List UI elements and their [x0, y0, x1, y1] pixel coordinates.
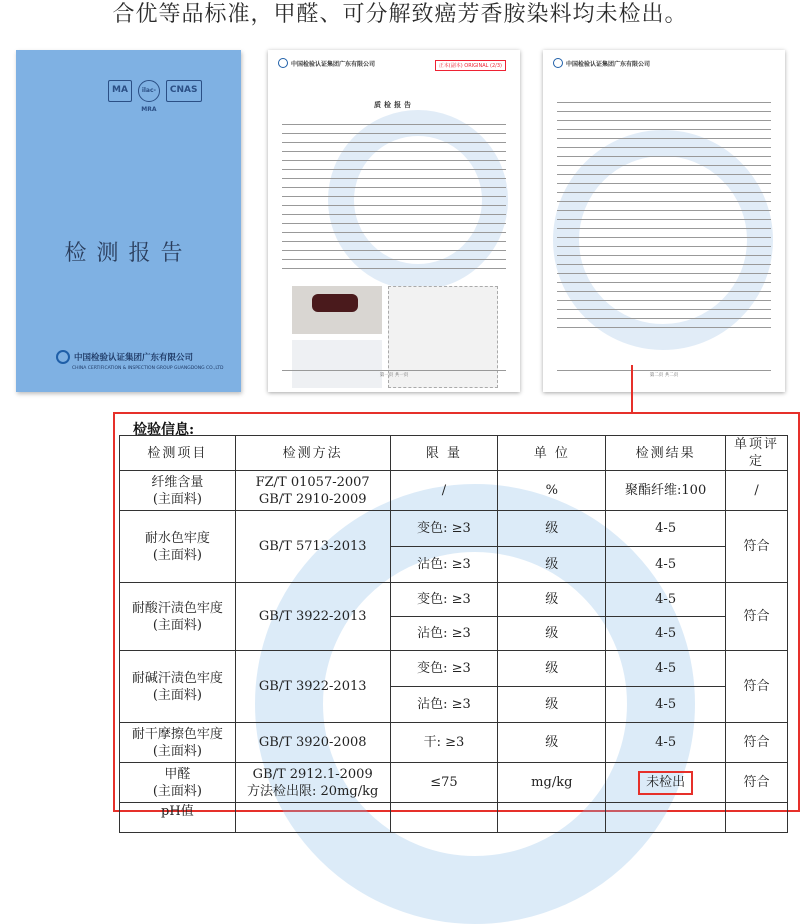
- cover-title: 检测报告: [64, 241, 193, 266]
- page-footer: 第二页 共二页: [557, 370, 771, 384]
- cover-org-name: 中国检验认证集团广东有限公司: [74, 353, 194, 363]
- cover-org: [56, 350, 193, 364]
- page-org: 中国检验认证集团广东有限公司: [291, 60, 376, 68]
- table-row: pH值: [120, 803, 788, 833]
- table-row: 耐水色牢度 (主面料) GB/T 5713-2013 变色: ≥3 级 4-5 符合: [120, 511, 788, 547]
- report-page-1: [268, 50, 520, 392]
- table-row: 耐干摩擦色牢度 (主面料) GB/T 3920-2008 干: ≥3 级 4-5 符合: [120, 723, 788, 763]
- cover-org-en: CHINA CERTIFICATION & INSPECTION GROUP GUANGDONG CO.,LTD: [72, 366, 224, 371]
- header-cell: 单 位: [498, 436, 606, 471]
- info-table: [282, 116, 506, 269]
- table-row: 耐酸汗渍色牢度 (主面料) GB/T 3922-2013 变色: ≥3 级 4-5 符合: [120, 583, 788, 617]
- header-cell: 检测方法: [235, 436, 390, 471]
- table-row: 沾色: ≥3 级 4-5: [120, 687, 788, 723]
- header-cell: 单项评定: [726, 436, 788, 471]
- cnas-logo: CNAS: [166, 80, 202, 102]
- table-row: 沾色: ≥3 级 4-5: [120, 547, 788, 583]
- accreditation-logos: [108, 80, 202, 113]
- cic-logo-icon: [553, 58, 563, 68]
- header-cell: 检测结果: [606, 436, 726, 471]
- detail-label: 检验信息:: [133, 422, 195, 438]
- header-cell: 检测项目: [120, 436, 236, 471]
- table-row: 纤维含量 (主面料) FZ/T 01057-2007 GB/T 2910-2009 / % 聚酯纤维:100 /: [120, 471, 788, 511]
- ilac-mra-logo: ilac-MRA: [138, 80, 160, 102]
- original-stamp: 正本(副本) ORIGINAL (2/3): [435, 60, 506, 71]
- table-row: 耐碱汗渍色牢度 (主面料) GB/T 3922-2013 变色: ≥3 级 4-5 符合: [120, 651, 788, 687]
- page-footer: 第一页 共一页: [282, 370, 506, 384]
- table-row: 沾色: ≥3 级 4-5: [120, 617, 788, 651]
- report-cover: [16, 50, 241, 392]
- report-page-2: [543, 50, 785, 392]
- page-title: 质检报告: [374, 101, 414, 109]
- cma-logo: MA: [108, 80, 132, 102]
- results-table: [119, 435, 788, 833]
- sample-photo-1: [292, 286, 382, 334]
- cic-logo-icon: [56, 350, 70, 364]
- page-org: 中国检验认证集团广东有限公司: [566, 60, 651, 68]
- table-header-row: [120, 436, 788, 471]
- page-header: [278, 58, 375, 68]
- header-cell: 限 量: [390, 436, 498, 471]
- highlighted-result: 未检出: [638, 771, 693, 795]
- cic-logo-icon: [278, 58, 288, 68]
- headline: 合优等品标准，甲醛、可分解致癌芳香胺染料均未检出。: [112, 2, 688, 27]
- table-row: 甲醛 (主面料) GB/T 2912.1-2009 方法检出限: 20mg/kg ≤75 mg/kg 未检出 符合: [120, 763, 788, 803]
- zoom-connector-line: [631, 365, 633, 412]
- results-table: [557, 94, 771, 328]
- page-header: [553, 58, 650, 68]
- zoomed-results: [113, 412, 800, 819]
